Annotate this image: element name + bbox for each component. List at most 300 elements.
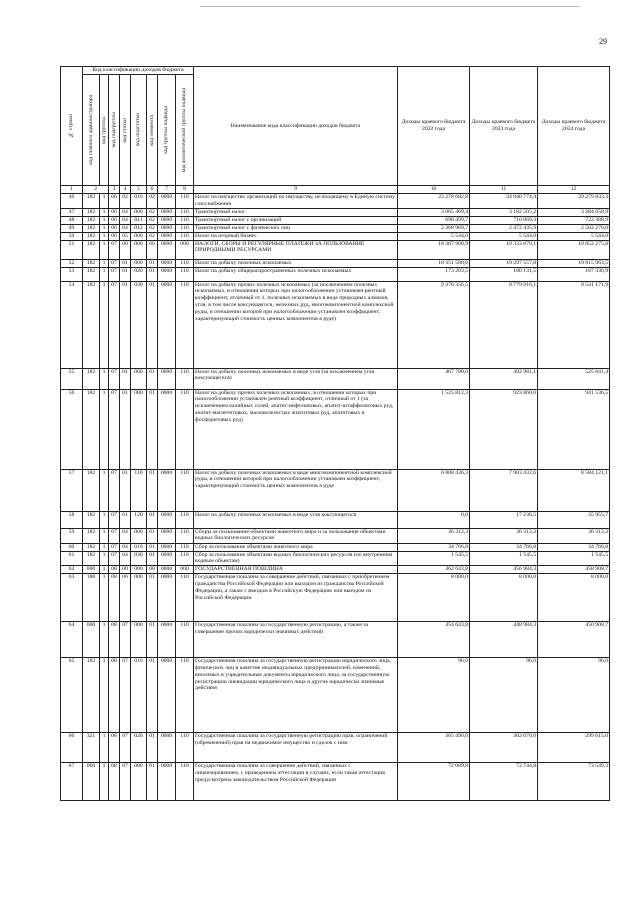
analytic-code-cell: 110 (176, 469, 194, 511)
subarticle-code-cell: 012 (131, 224, 147, 232)
subarticle-code-cell: 020 (131, 267, 147, 281)
subarticle-code-cell: 000 (131, 232, 147, 240)
income-2022-cell: 1 525 812,3 (398, 389, 470, 469)
header-analytic-code: код аналитической группы подвида (176, 75, 194, 186)
article-code-cell: 04 (120, 208, 131, 216)
column-number: 8 (176, 186, 194, 194)
revenue-name-cell: Государственная пошлина за государственную регистрацию юридического лица, физических лиц в качестве индивидуальных предпринимателей, изменений, вносимых в учредительные документы юридического лица, за государственную регистрацию ликвидации юридического лица и другие юридически значимые действия (194, 658, 398, 733)
table-row (61, 551, 610, 566)
group-code-cell: 1 (100, 543, 109, 551)
subarticle-code-cell: 000 (131, 622, 147, 658)
income-2023-cell: 5 544,0 (470, 232, 538, 240)
subtype-code-cell: 0000 (158, 551, 176, 566)
revenue-name-cell: Налог на добычу общераспространенных полезных ископаемых (194, 267, 398, 281)
income-2023-cell: 72 744,8 (470, 763, 538, 801)
column-number: 5 (131, 186, 147, 194)
row-number-cell: 52 (61, 259, 83, 267)
subgroup-code-cell: 07 (109, 259, 120, 267)
revenue-name-cell: Налог на имущество организаций по имуществу, не входящему в Единую систему газоснабжения (194, 194, 398, 209)
income-2022-cell: 467 780,0 (398, 368, 470, 389)
admin-code-cell: 182 (83, 389, 100, 469)
element-code-cell: 01 (147, 543, 158, 551)
table-row (61, 267, 610, 281)
income-2022-cell: 34 766,8 (398, 543, 470, 551)
subarticle-code-cell: 000 (131, 259, 147, 267)
analytic-code-cell: 110 (176, 551, 194, 566)
article-code-cell: 01 (120, 267, 131, 281)
income-2024-cell: 941 536,5 (538, 389, 610, 469)
table-row (61, 368, 610, 389)
subtype-code-cell: 0000 (158, 240, 176, 259)
row-number-cell: 65 (61, 658, 83, 733)
income-2024-cell: 1 545,5 (538, 551, 610, 566)
subtype-code-cell: 0000 (158, 469, 176, 511)
analytic-code-cell: 110 (176, 528, 194, 543)
subgroup-code-cell: 07 (109, 511, 120, 528)
table-row (61, 208, 610, 216)
income-2022-cell: 72 089,8 (398, 763, 470, 801)
income-2024-cell: 187 336,9 (538, 267, 610, 281)
analytic-code-cell: 110 (176, 281, 194, 368)
header-income-2023: Доходы краевого бюджета 2023 года (470, 67, 538, 186)
header-subarticle-code: код подстатьи (131, 75, 147, 186)
subtype-code-cell: 0000 (158, 368, 176, 389)
header-admin-code: код главного администратора (83, 75, 100, 186)
row-number-cell: 56 (61, 389, 83, 469)
group-code-cell: 1 (100, 622, 109, 658)
income-2023-cell: 34 766,8 (470, 543, 538, 551)
subgroup-code-cell: 07 (109, 368, 120, 389)
group-code-cell: 1 (100, 528, 109, 543)
subgroup-code-cell: 08 (109, 574, 120, 622)
income-2023-cell: 180 131,5 (470, 267, 538, 281)
revenue-name-cell: Сбор за пользование объектами водных биологических ресурсов (по внутренним водным объектам) (194, 551, 398, 566)
group-code-cell: 1 (100, 551, 109, 566)
subtype-code-cell: 0000 (158, 281, 176, 368)
income-2022-cell: 18 387 900,9 (398, 240, 470, 259)
table-row (61, 259, 610, 267)
table-row (61, 194, 610, 209)
article-code-cell: 00 (120, 240, 131, 259)
subtype-code-cell: 0000 (158, 389, 176, 469)
analytic-code-cell: 110 (176, 259, 194, 267)
article-code-cell: 05 (120, 232, 131, 240)
subtype-code-cell: 0000 (158, 543, 176, 551)
group-code-cell: 1 (100, 208, 109, 216)
article-code-cell: 06 (120, 574, 131, 622)
element-code-cell: 02 (147, 232, 158, 240)
revenue-name-cell: Налог на добычу полезных ископаемых в виде многокомпонентной комплексной руды, в отношении которой при налогообложении установлен коэффициент, характеризующий стоимость ценных компонентов в руде (194, 469, 398, 511)
revenue-name-cell: Налог на игорный бизнес (194, 232, 398, 240)
element-code-cell: 01 (147, 469, 158, 511)
element-code-cell: 01 (147, 528, 158, 543)
admin-code-cell: 182 (83, 194, 100, 209)
subarticle-code-cell: 120 (131, 511, 147, 528)
element-code-cell: 01 (147, 511, 158, 528)
element-code-cell: 02 (147, 208, 158, 216)
header-classification-group: Код классификации доходов бюджета (83, 67, 194, 75)
row-number-cell: 48 (61, 216, 83, 224)
subgroup-code-cell: 06 (109, 224, 120, 232)
subgroup-code-cell: 06 (109, 208, 120, 216)
table-row (61, 763, 610, 801)
subgroup-code-cell: 08 (109, 658, 120, 733)
subgroup-code-cell: 07 (109, 389, 120, 469)
element-code-cell: 01 (147, 259, 158, 267)
table-row (61, 574, 610, 622)
income-2023-cell: 2 472 435,9 (470, 224, 538, 232)
table-row (61, 469, 610, 511)
element-code-cell: 02 (147, 194, 158, 209)
subarticle-code-cell: 080 (131, 389, 147, 469)
income-2022-cell: 454 643,8 (398, 622, 470, 658)
revenue-name-cell: Транспортный налог с организаций (194, 216, 398, 224)
column-number: 2 (83, 186, 109, 194)
income-2024-cell: 525 841,4 (538, 368, 610, 389)
row-number-cell: 59 (61, 528, 83, 543)
element-code-cell: 01 (147, 658, 158, 733)
group-code-cell: 1 (100, 658, 109, 733)
article-code-cell: 07 (120, 733, 131, 763)
admin-code-cell: 321 (83, 733, 100, 763)
column-number: 6 (147, 186, 158, 194)
row-number-cell: 51 (61, 240, 83, 259)
row-number-cell: 57 (61, 469, 83, 511)
revenue-name-cell: Налог на добычу полезных ископаемых в виде угля коксующегося (194, 511, 398, 528)
table-row (61, 224, 610, 232)
element-code-cell: 01 (147, 389, 158, 469)
group-code-cell: 1 (100, 216, 109, 224)
analytic-code-cell: 110 (176, 622, 194, 658)
revenue-name-cell: Государственная пошлина за совершение действий, связанных с лицензированием, с проведением аттестации в случаях, если такая аттестация предусмотрена законодательством Российской Федерации (194, 763, 398, 801)
admin-code-cell: 000 (83, 622, 100, 658)
article-code-cell: 07 (120, 658, 131, 733)
revenue-name-cell: Сбор за пользование объектами животного мира (194, 543, 398, 551)
revenue-name-cell: Сборы за пользование объектами животного мира и за пользование объектами водных биологических ресурсов (194, 528, 398, 543)
header-element-code: код элемента (147, 75, 158, 186)
table-row (61, 733, 610, 763)
income-2024-cell: 3 284 658,9 (538, 208, 610, 216)
income-2023-cell: 710 069,3 (470, 216, 538, 224)
analytic-code-cell: 110 (176, 232, 194, 240)
header-income-2024: Доходы краевого бюджета 2024 года (538, 67, 610, 186)
income-2022-cell: 462 643,8 (398, 566, 470, 574)
article-code-cell: 00 (120, 566, 131, 574)
group-code-cell: 1 (100, 368, 109, 389)
income-2022-cell: 0,0 (398, 511, 470, 528)
header-row-number: № строки (61, 67, 83, 186)
income-2023-cell: 9 779 916,1 (470, 281, 538, 368)
analytic-code-cell: 000 (176, 240, 194, 259)
element-code-cell: 02 (147, 216, 158, 224)
subarticle-code-cell: 000 (131, 566, 147, 574)
revenue-name-cell: Налог на добычу полезных ископаемых (194, 259, 398, 267)
income-2024-cell: 9 541 171,9 (538, 281, 610, 368)
subarticle-code-cell: 010 (131, 194, 147, 209)
admin-code-cell: 182 (83, 469, 100, 511)
row-number-cell: 66 (61, 733, 83, 763)
element-code-cell: 01 (147, 281, 158, 368)
revenue-name-cell: Транспортный налог (194, 208, 398, 216)
row-number-cell: 47 (61, 208, 83, 216)
revenue-name-cell: Государственная пошлина за совершение действий, связанных с приобретением гражданства Российской Федерации или выходом из гражданства Российской Федерации, а также с въездом в Российскую Федерацию или выездом из Российской Федерации (194, 574, 398, 622)
analytic-code-cell: 110 (176, 267, 194, 281)
article-code-cell: 01 (120, 368, 131, 389)
article-code-cell: 04 (120, 543, 131, 551)
analytic-code-cell: 110 (176, 368, 194, 389)
subgroup-code-cell: 07 (109, 267, 120, 281)
row-number-cell: 58 (61, 511, 83, 528)
subarticle-code-cell: 080 (131, 763, 147, 801)
table-row (61, 216, 610, 224)
subgroup-code-cell: 08 (109, 622, 120, 658)
row-number-cell: 50 (61, 232, 83, 240)
element-code-cell: 01 (147, 763, 158, 801)
column-number: 12 (538, 186, 610, 194)
admin-code-cell: 182 (83, 232, 100, 240)
subtype-code-cell: 0000 (158, 216, 176, 224)
column-number: 10 (398, 186, 470, 194)
revenue-name-cell: Государственная пошлина за государственную регистрацию, а также за совершение прочих юридически значимых действий (194, 622, 398, 658)
income-2023-cell: 302 070,0 (470, 733, 538, 763)
table-row (61, 240, 610, 259)
analytic-code-cell: 110 (176, 511, 194, 528)
income-2024-cell: 35 955,7 (538, 511, 610, 528)
income-2022-cell: 2 368 969,7 (398, 224, 470, 232)
subtype-code-cell: 0000 (158, 528, 176, 543)
subtype-code-cell: 0000 (158, 232, 176, 240)
income-2024-cell: 2 562 270,0 (538, 224, 610, 232)
group-code-cell: 1 (100, 224, 109, 232)
revenue-name-cell: Налог на добычу прочих полезных ископаемых, в отношении которых при налогообложении установлен рентный коэффициент, отличный от 1 (за исключением калийных солей, апатит-нефелиновых, апатит-штаффелитовых руд, апатит-магнетитовых, маложелезистых апатитовых руд, апатитовых и фосфоритовых руд) (194, 389, 398, 469)
row-number-cell: 49 (61, 224, 83, 232)
subarticle-code-cell: 010 (131, 658, 147, 733)
income-2024-cell: 722 388,9 (538, 216, 610, 224)
subarticle-code-cell: 020 (131, 733, 147, 763)
income-2023-cell: 923 860,0 (470, 389, 538, 469)
article-code-cell: 01 (120, 469, 131, 511)
subtype-code-cell: 0000 (158, 622, 176, 658)
income-2022-cell: 5 544,0 (398, 232, 470, 240)
subgroup-code-cell: 07 (109, 240, 120, 259)
income-2022-cell: 9 376 356,5 (398, 281, 470, 368)
income-2023-cell: 1 545,5 (470, 551, 538, 566)
element-code-cell: 01 (147, 622, 158, 658)
income-2023-cell: 7 903 432,6 (470, 469, 538, 511)
article-code-cell: 01 (120, 281, 131, 368)
row-number-cell: 61 (61, 551, 83, 566)
admin-code-cell: 182 (83, 528, 100, 543)
subgroup-code-cell: 08 (109, 566, 120, 574)
income-2024-cell: 73 549,3 (538, 763, 610, 801)
column-number: 1 (61, 186, 83, 194)
group-code-cell: 1 (100, 511, 109, 528)
header-group-code: код группы (100, 75, 109, 186)
group-code-cell: 1 (100, 389, 109, 469)
income-2022-cell: 1 545,5 (398, 551, 470, 566)
subgroup-code-cell: 06 (109, 194, 120, 209)
subtype-code-cell: 0000 (158, 224, 176, 232)
subtype-code-cell: 0000 (158, 566, 176, 574)
subtype-code-cell: 0000 (158, 733, 176, 763)
income-2024-cell: 5 544,0 (538, 232, 610, 240)
subtype-code-cell: 0000 (158, 574, 176, 622)
admin-code-cell: 000 (83, 763, 100, 801)
element-code-cell: 01 (147, 368, 158, 389)
header-name: Наименование кода классификации доходов бюджета (194, 67, 398, 186)
income-2022-cell: 8 000,0 (398, 574, 470, 622)
row-number-cell: 62 (61, 566, 83, 574)
analytic-code-cell: 110 (176, 224, 194, 232)
income-2023-cell: 24 940 774,4 (470, 194, 538, 209)
subtype-code-cell: 0000 (158, 259, 176, 267)
income-2024-cell: 34 766,8 (538, 543, 610, 551)
table-row (61, 281, 610, 368)
header-subtype-code: код группы подвида (158, 75, 176, 186)
admin-code-cell: 182 (83, 224, 100, 232)
income-2023-cell: 448 984,3 (470, 622, 538, 658)
group-code-cell: 1 (100, 469, 109, 511)
revenue-name-cell: Налог на добычу полезных ископаемых в виде угля (за исключением угля коксующегося) (194, 368, 398, 389)
subarticle-code-cell: 110 (131, 469, 147, 511)
row-number-cell: 53 (61, 267, 83, 281)
table-row (61, 389, 610, 469)
group-code-cell: 1 (100, 194, 109, 209)
row-number-cell: 55 (61, 368, 83, 389)
row-number-cell: 67 (61, 763, 83, 801)
column-number: 11 (470, 186, 538, 194)
article-code-cell: 04 (120, 528, 131, 543)
group-code-cell: 1 (100, 281, 109, 368)
element-code-cell: 00 (147, 240, 158, 259)
income-2023-cell: 456 984,3 (470, 566, 538, 574)
revenue-name-cell: НАЛОГИ, СБОРЫ И РЕГУЛЯРНЫЕ ПЛАТЕЖИ ЗА ПОЛЬЗОВАНИЕ ПРИРОДНЫМИ РЕСУРСАМИ (194, 240, 398, 259)
table-row (61, 566, 610, 574)
income-2023-cell: 3 182 505,2 (470, 208, 538, 216)
income-2024-cell: 96,0 (538, 658, 610, 733)
subgroup-code-cell: 08 (109, 733, 120, 763)
element-code-cell: 00 (147, 566, 158, 574)
revenue-name-cell: Транспортный налог с физических лиц (194, 224, 398, 232)
admin-code-cell: 182 (83, 658, 100, 733)
subgroup-code-cell: 07 (109, 551, 120, 566)
subarticle-code-cell: 000 (131, 528, 147, 543)
income-2023-cell: 19 297 557,8 (470, 259, 538, 267)
admin-code-cell: 182 (83, 368, 100, 389)
subgroup-code-cell: 07 (109, 281, 120, 368)
subarticle-code-cell: 060 (131, 368, 147, 389)
table-row (61, 622, 610, 658)
admin-code-cell: 182 (83, 551, 100, 566)
subgroup-code-cell: 06 (109, 232, 120, 240)
income-2022-cell: 696 499,7 (398, 216, 470, 224)
header-subgroup-code: код подгруппы (109, 75, 120, 186)
column-number: 7 (158, 186, 176, 194)
analytic-code-cell: 110 (176, 574, 194, 622)
subarticle-code-cell: 000 (131, 240, 147, 259)
subarticle-code-cell: 010 (131, 543, 147, 551)
subgroup-code-cell: 07 (109, 528, 120, 543)
income-2024-cell: 450 908,7 (538, 622, 610, 658)
subarticle-code-cell: 030 (131, 281, 147, 368)
article-code-cell: 04 (120, 551, 131, 566)
subgroup-code-cell: 08 (109, 763, 120, 801)
income-2024-cell: 8 584 121,1 (538, 469, 610, 511)
table-row (61, 511, 610, 528)
income-2024-cell: 299 615,0 (538, 733, 610, 763)
header-income-2022: Доходы краевого бюджета 2022 года (398, 67, 470, 186)
admin-code-cell: 182 (83, 543, 100, 551)
income-2023-cell: 19 333 870,1 (470, 240, 538, 259)
income-2022-cell: 173 203,5 (398, 267, 470, 281)
admin-code-cell: 000 (83, 566, 100, 574)
page-number: 29 (599, 37, 607, 46)
group-code-cell: 1 (100, 733, 109, 763)
subtype-code-cell: 0000 (158, 194, 176, 209)
income-2022-cell: 3 065 469,4 (398, 208, 470, 216)
admin-code-cell: 182 (83, 281, 100, 368)
subtype-code-cell: 0000 (158, 208, 176, 216)
income-2024-cell: 19 852 275,8 (538, 240, 610, 259)
analytic-code-cell: 000 (176, 566, 194, 574)
article-code-cell: 04 (120, 216, 131, 224)
admin-code-cell: 182 (83, 259, 100, 267)
admin-code-cell: 182 (83, 240, 100, 259)
row-number-cell: 46 (61, 194, 83, 209)
income-2022-cell: 96,0 (398, 658, 470, 733)
row-number-cell: 54 (61, 281, 83, 368)
group-code-cell: 1 (100, 259, 109, 267)
article-code-cell: 07 (120, 763, 131, 801)
subtype-code-cell: 0000 (158, 511, 176, 528)
revenue-name-cell: Налог на добычу прочих полезных ископаемых (за исключением полезных ископаемых, в отношении которых при налогообложении установлен рентный коэффициент, отличный от 1, полезных ископаемых в виде природных алмазов, угля, в том числе коксующегося, железных руд, многокомпонентной комплексной руды, в отношении которой при налогообложении установлен коэффициент, характеризующий стоимость ценных компонентов в руде) (194, 281, 398, 368)
table-row (61, 528, 610, 543)
admin-code-cell: 182 (83, 208, 100, 216)
income-2022-cell: 18 351 588,6 (398, 259, 470, 267)
table-row (61, 543, 610, 551)
income-2023-cell: 96,0 (470, 658, 538, 733)
subtype-code-cell: 0000 (158, 267, 176, 281)
income-2024-cell: 19 815 963,5 (538, 259, 610, 267)
row-number-cell: 64 (61, 622, 83, 658)
analytic-code-cell: 110 (176, 658, 194, 733)
article-code-cell: 01 (120, 259, 131, 267)
group-code-cell: 1 (100, 566, 109, 574)
header-article-code: код статьи (120, 75, 131, 186)
analytic-code-cell: 110 (176, 763, 194, 801)
analytic-code-cell: 110 (176, 194, 194, 209)
subarticle-code-cell: 000 (131, 574, 147, 622)
article-code-cell: 07 (120, 622, 131, 658)
income-2022-cell: 23 278 682,8 (398, 194, 470, 209)
group-code-cell: 1 (100, 232, 109, 240)
column-number: 9 (194, 186, 398, 194)
article-code-cell: 01 (120, 389, 131, 469)
income-2023-cell: 36 312,3 (470, 528, 538, 543)
subgroup-code-cell: 06 (109, 216, 120, 224)
admin-code-cell: 188 (83, 574, 100, 622)
subtype-code-cell: 0000 (158, 763, 176, 801)
row-number-cell: 63 (61, 574, 83, 622)
element-code-cell: 01 (147, 551, 158, 566)
income-2024-cell: 8 000,0 (538, 574, 610, 622)
group-code-cell: 1 (100, 267, 109, 281)
income-2023-cell: 17 236,5 (470, 511, 538, 528)
income-2023-cell: 492 981,1 (470, 368, 538, 389)
subtype-code-cell: 0000 (158, 658, 176, 733)
admin-code-cell: 182 (83, 511, 100, 528)
analytic-code-cell: 110 (176, 543, 194, 551)
